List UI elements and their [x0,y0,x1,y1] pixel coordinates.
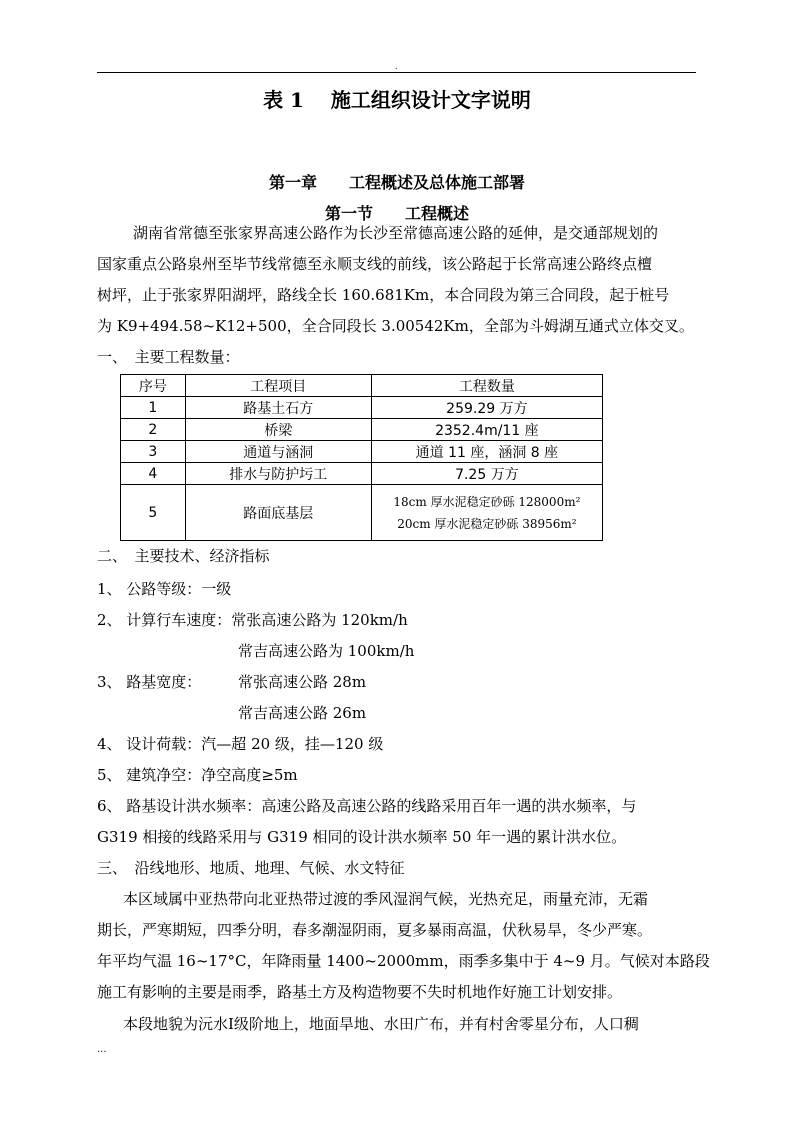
cell-qty: 通道 11 座，涵洞 8 座 [371,441,602,463]
intro-line: 为 K9+494.58~K12+500，全合同段长 3.00542Km，全部为斗姆湖互通式立体交叉。 [97,317,694,335]
spec-item: 2、 计算行车速度：常张高速公路为 120km/h [97,611,408,629]
specs-heading: 二、 主要技术、经济指标 [97,547,270,565]
table-row [121,485,603,541]
table-row [121,419,603,441]
intro-line: 树坪，止于张家界阳湖坪，路线全长 160.681Km，本合同段为第三合同段，起于桩号 [97,286,670,304]
chapter-heading: 第一章 工程概述及总体施工部署 [268,173,525,192]
header-rule [97,72,696,73]
terrain-heading: 三、 沿线地形、地质、地理、气候、水文特征 [97,859,405,877]
spec-item: 常吉高速公路 26m [238,704,367,722]
intro-line: 国家重点公路泉州至毕节线常德至永顺支线的前线，该公路起于长常高速公路终点檀 [97,255,653,273]
climate-line: 施工有影响的主要是雨季，路基土方及构造物要不失时机地作好施工计划安排。 [97,983,623,1001]
quantities-heading: 一、 主要工程数量： [97,348,240,366]
table-row [121,397,603,419]
spec-item: 1、 公路等级：一级 [97,580,232,598]
terrain-line: 本段地貌为沅水Ⅰ级阶地上，地面旱地、水田广布，并有村舍零星分布，人口稠 [123,1015,639,1033]
spec-item: 3、 路基宽度： [97,673,202,691]
table-header-row [121,375,603,397]
cell-item: 路面底基层 [185,485,371,541]
cell-qty: 259.29 万方 [371,397,602,419]
quantities-table [120,374,603,541]
cell-no: 5 [121,485,186,541]
section-heading: 第一节 工程概述 [324,204,469,223]
table-row [121,463,603,485]
intro-line: 湖南省常德至张家界高速公路作为长沙至常德高速公路的延伸，是交通部规划的 [133,224,659,242]
climate-line: 年平均气温 16~17°C，年降雨量 1400~2000mm，雨季多集中于 4~9 月。气候对本路段 [97,952,710,970]
col-header-no: 序号 [121,375,186,397]
spec-item: 常吉高速公路为 100km/h [238,642,415,660]
cell-no: 3 [121,441,186,463]
document-title: 表 1 施工组织设计文字说明 [263,88,531,112]
spec-item: 6、 路基设计洪水频率：高速公路及高速公路的线路采用百年一遇的洪水频率，与 [97,797,637,815]
cell-no: 1 [121,397,186,419]
cell-qty-line: 20cm 厚水泥稳定砂砾 38956m² [397,516,577,531]
header-dot: . [395,62,398,71]
col-header-qty: 工程数量 [371,375,602,397]
climate-line: 本区域属中亚热带向北亚热带过渡的季风湿润气候，光热充足，雨量充沛，无霜 [123,890,649,908]
cell-qty: 7.25 万方 [371,463,602,485]
col-header-item: 工程项目 [185,375,371,397]
cell-no: 2 [121,419,186,441]
cell-item: 路基土石方 [185,397,371,419]
cell-no: 4 [121,463,186,485]
spec-item: 4、 设计荷载：汽—超 20 级，挂—120 级 [97,735,384,753]
cell-qty: 2352.4m/11 座 [371,419,602,441]
climate-line: 期长，严寒期短，四季分明，春多潮湿阴雨，夏多暴雨高温，伏秋易旱，冬少严寒。 [97,921,653,939]
footer-dots: ... [97,1044,107,1055]
cell-item: 桥梁 [185,419,371,441]
spec-item: 常张高速公路 28m [238,673,367,691]
cell-qty [371,485,602,541]
cell-qty-line: 18cm 厚水泥稳定砂砾 128000m² [393,494,581,509]
spec-item: G319 相接的线路采用与 G319 相同的设计洪水频率 50 年一遇的累计洪水位。 [97,828,627,846]
table-row [121,441,603,463]
cell-item: 通道与涵洞 [185,441,371,463]
spec-item: 5、 建筑净空：净空高度≥5m [97,766,298,784]
cell-item: 排水与防护圬工 [185,463,371,485]
